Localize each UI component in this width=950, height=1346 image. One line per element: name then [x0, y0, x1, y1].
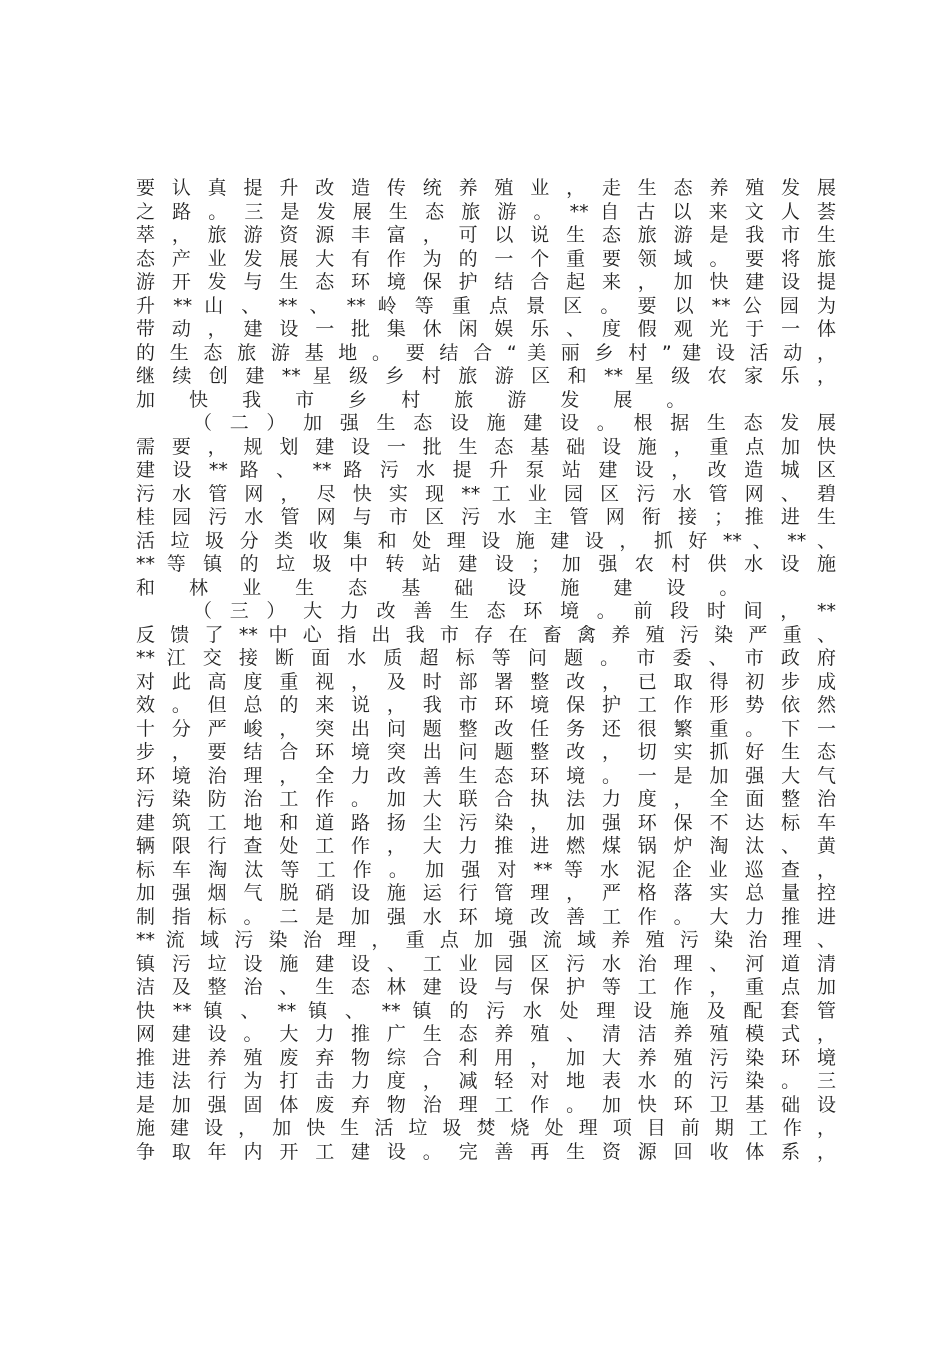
text-line: 和 林 业 生 态 基 础 设 施 建 设 。 — [136, 576, 753, 599]
text-line: 加 快 我 市 乡 村 旅 游 发 展 。 — [136, 388, 700, 411]
text-line: 建 设 ** 路 、 ** 路 污 水 提 升 泵 站 建 设 ， 改 造 城 区 — [136, 459, 836, 481]
text-line: 镇 污 垃 设 施 建 设 、 工 业 园 区 污 水 治 理 、 河 道 清 — [136, 952, 836, 975]
text-line: ** 江 交 接 断 面 水 质 超 标 等 问 题 。 市 委 、 市 政 府 — [136, 647, 836, 669]
text-line: 反 馈 了 ** 中 心 指 出 我 市 存 在 畜 禽 养 殖 污 染 严 重 、 — [136, 623, 836, 646]
text-line: 环 境 治 理 ， 全 力 改 善 生 态 环 境 。 一 是 加 强 大 气 — [136, 764, 836, 787]
text-line: 活 垃 圾 分 类 收 集 和 处 理 设 施 建 设 ， 抓 好 ** 、 ** 、 — [136, 529, 836, 552]
text-line: 加 强 烟 气 脱 硝 设 施 运 行 管 理 ， 严 格 落 实 总 量 控 — [136, 882, 836, 904]
text-line: 争 取 年 内 开 工 建 设 。 完 善 再 生 资 源 回 收 体 系 ， — [136, 1140, 836, 1163]
text-line: 洁 及 整 治 、 生 态 林 建 设 与 保 护 等 工 作 ， 重 点 加 — [136, 976, 836, 998]
text-line: （ 二 ） 加 强 生 态 设 施 建 设 。 根 据 生 态 发 展 — [193, 412, 836, 434]
text-line: 推 进 养 殖 废 弃 物 综 合 利 用 ， 加 大 养 殖 污 染 环 境 — [136, 1046, 836, 1069]
text-line: 桂 园 污 水 管 网 与 市 区 污 水 主 管 网 衔 接 ； 推 进 生 — [136, 506, 836, 528]
text-line: 标 车 淘 汰 等 工 作 。 加 强 对 ** 等 水 泥 企 业 巡 查 ， — [136, 858, 836, 881]
text-line: 步 ， 要 结 合 环 境 突 出 问 题 整 改 ， 切 实 抓 好 生 态 — [136, 741, 836, 763]
paragraph-eco-facilities — [136, 412, 836, 600]
text-line: 网 建 设 。 大 力 推 广 生 态 养 殖 、 清 洁 养 殖 模 式 ， — [136, 1023, 836, 1045]
text-line: 污 水 管 网 ， 尽 快 实 现 ** 工 业 园 区 污 水 管 网 、 碧 — [136, 482, 836, 505]
text-line: 需 要 ， 规 划 建 设 一 批 生 态 基 础 设 施 ， 重 点 加 快 — [136, 435, 836, 458]
text-line: 升 ** 山 、 ** 、 ** 岭 等 重 点 景 区 。 要 以 ** 公 园 为 — [136, 294, 836, 317]
text-line: ** 等 镇 的 垃 圾 中 转 站 建 设 ； 加 强 农 村 供 水 设 施 — [136, 553, 836, 575]
document-body — [136, 177, 836, 1164]
text-line: 态 产 业 发 展 大 有 作 为 的 一 个 重 要 领 域 。 要 将 旅 — [136, 247, 836, 270]
text-line: 十 分 严 峻 ， 突 出 问 题 整 改 任 务 还 很 繁 重 。 下 一 — [136, 717, 836, 740]
text-line: 游 开 发 与 生 态 环 境 保 护 结 合 起 来 ， 加 快 建 设 提 — [136, 271, 836, 293]
text-line: 是 加 强 固 体 废 弃 物 治 理 工 作 。 加 快 环 卫 基 础 设 — [136, 1093, 836, 1116]
text-line: 萃 ， 旅 游 资 源 丰 富 ， 可 以 说 生 态 旅 游 是 我 市 生 — [136, 224, 836, 246]
text-line: 继 续 创 建 ** 星 级 乡 村 旅 游 区 和 ** 星 级 农 家 乐 ， — [136, 365, 836, 387]
text-line: 快 ** 镇 、 ** 镇 、 ** 镇 的 污 水 处 理 设 施 及 配 套 管 — [136, 999, 836, 1022]
text-line: （ 三 ） 大 力 改 善 生 态 环 境 。 前 段 时 间 ， ** — [193, 600, 836, 622]
paragraph-eco-environment — [136, 600, 836, 1164]
text-line: 违 法 行 为 打 击 力 度 ， 减 轻 对 地 表 水 的 污 染 。 三 — [136, 1070, 836, 1092]
text-line: 要 认 真 提 升 改 造 传 统 养 殖 业 ， 走 生 态 养 殖 发 展 — [136, 177, 836, 199]
text-line: 的 生 态 旅 游 基 地 。 要 结 合 “ 美 丽 乡 村 ” 建 设 活 动 ， — [136, 341, 836, 364]
text-line: ** 流 域 污 染 治 理 ， 重 点 加 强 流 域 养 殖 污 染 治 理 、 — [136, 929, 836, 951]
text-line: 带 动 ， 建 设 一 批 集 休 闲 娱 乐 、 度 假 观 光 于 一 体 — [136, 318, 836, 340]
text-line: 施 建 设 ， 加 快 生 活 垃 圾 焚 烧 处 理 项 目 前 期 工 作 ， — [136, 1117, 836, 1139]
text-line: 效 。 但 总 的 来 说 ， 我 市 环 境 保 护 工 作 形 势 依 然 — [136, 694, 836, 716]
text-line: 建 筑 工 地 和 道 路 扬 尘 污 染 ， 加 强 环 保 不 达 标 车 — [136, 811, 836, 834]
text-line: 之 路 。 三 是 发 展 生 态 旅 游 。 ** 自 古 以 来 文 人 荟 — [136, 200, 836, 223]
text-line: 对 此 高 度 重 视 ， 及 时 部 署 整 改 ， 已 取 得 初 步 成 — [136, 670, 836, 693]
paragraph-eco-tourism — [136, 177, 836, 412]
text-line: 辆 限 行 查 处 工 作 ， 大 力 推 进 燃 煤 锅 炉 淘 汰 、 黄 — [136, 835, 836, 857]
text-line: 制 指 标 。 二 是 加 强 水 环 境 改 善 工 作 。 大 力 推 进 — [136, 905, 836, 928]
text-line: 污 染 防 治 工 作 。 加 大 联 合 执 法 力 度 ， 全 面 整 治 — [136, 788, 836, 810]
